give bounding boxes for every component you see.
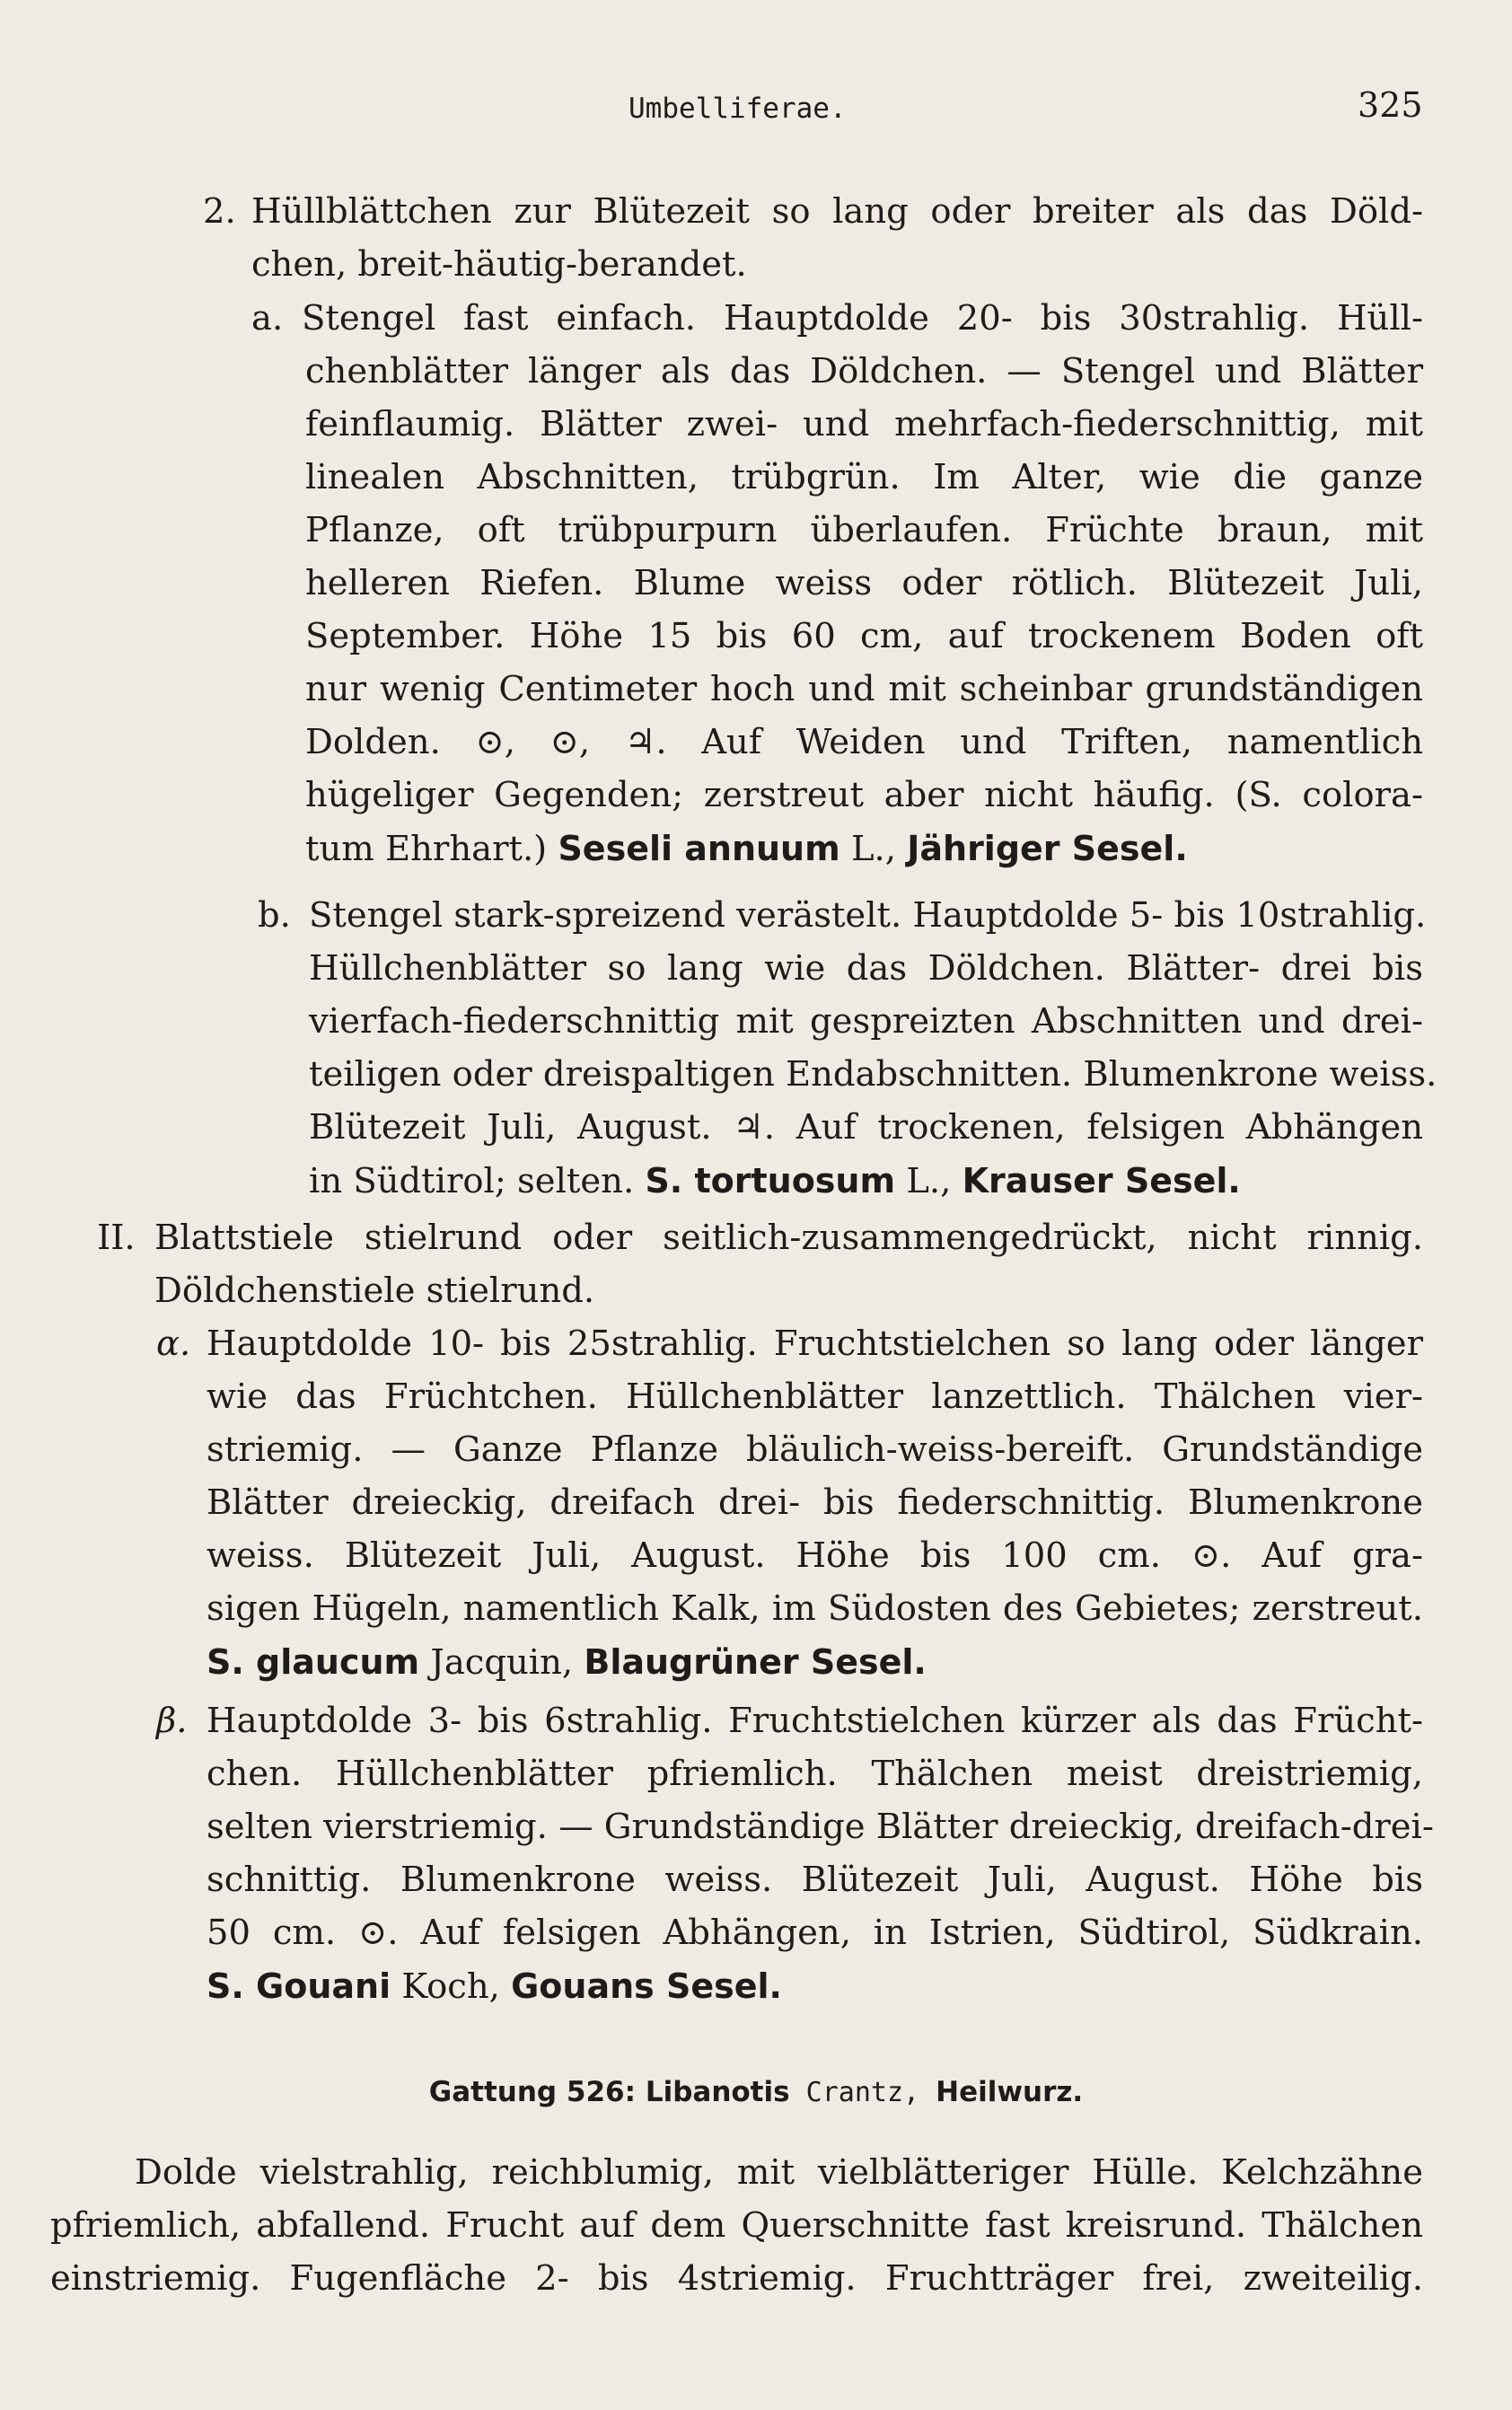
key-item-number: 2. xyxy=(203,191,236,232)
species-line xyxy=(305,827,1188,870)
key-text-line: Stengel stark-spreizend verästelt. Hauptdolde 5- bis 10strahlig. xyxy=(309,895,1427,936)
key-text-line: helleren Riefen. Blume weiss oder rötlich. Blütezeit Juli, xyxy=(305,563,1423,603)
key-text-line: Hüllblättchen zur Blütezeit so lang oder breiter als das Döld- xyxy=(251,191,1423,232)
key-text-line: hügeliger Gegenden; zerstreut aber nicht häufig. (S. colora- xyxy=(305,775,1423,815)
key-item-label: b. xyxy=(258,895,291,936)
key-text-line: weiss. Blütezeit Juli, August. Höhe bis 100 cm. ⊙. Auf gra- xyxy=(207,1535,1423,1576)
common-name: Gouans Sesel. xyxy=(511,1966,782,2006)
page-number: 325 xyxy=(1358,85,1423,125)
key-text-line: September. Höhe 15 bis 60 cm, auf trockenem Boden oft xyxy=(305,616,1423,656)
species-line xyxy=(309,1159,1241,1202)
key-text-line: schnittig. Blumenkrone weiss. Blütezeit Juli, August. Höhe bis xyxy=(207,1860,1423,1900)
key-text-line: Dolden. ⊙, ⊙, ♃. Auf Weiden und Triften, namentlich xyxy=(305,722,1423,762)
key-text-line: Hauptdolde 3- bis 6strahlig. Fruchtstielchen kürzer als das Frücht- xyxy=(207,1701,1423,1741)
key-text-line: Blattstiele stielrund oder seitlich-zusammengedrückt, nicht rinnig. xyxy=(154,1218,1423,1258)
species-line xyxy=(207,1965,782,2008)
genus-description-line: pfriemlich, abfallend. Frucht auf dem Querschnitte fast kreisrund. Thälchen xyxy=(50,2205,1423,2246)
genus-label: Gattung 526: xyxy=(428,2076,646,2108)
genus-author: Crantz, xyxy=(789,2077,936,2108)
key-item-number: II. xyxy=(97,1218,136,1258)
key-text-line: selten vierstriemig. — Grundständige Blätter dreieckig, dreifach-drei- xyxy=(207,1807,1434,1847)
species-line xyxy=(207,1640,927,1684)
species-name: S. glaucum xyxy=(207,1642,420,1682)
running-title: Umbelliferae. xyxy=(629,92,847,125)
species-author: L., xyxy=(895,1161,963,1201)
key-item-label: α. xyxy=(156,1324,191,1364)
key-text-line: sigen Hügeln, namentlich Kalk, im Südosten des Gebietes; zerstreut. xyxy=(207,1588,1423,1629)
key-text-line: Blätter dreieckig, dreifach drei- bis fiederschnittig. Blumenkrone xyxy=(207,1482,1423,1523)
key-text-line: nur wenig Centimeter hoch und mit scheinbar grundständigen xyxy=(305,669,1423,709)
key-text-line: Stengel fast einfach. Hauptdolde 20- bis 30strahlig. Hüll- xyxy=(302,298,1423,339)
key-text-line: feinflaumig. Blätter zwei- und mehrfach-fiederschnittig, mit xyxy=(305,404,1423,444)
species-author: Jacquin, xyxy=(419,1642,585,1683)
key-item-label: β. xyxy=(156,1701,188,1741)
genus-description-line: einstriemig. Fugenfläche 2- bis 4striemig. Fruchtträger frei, zweiteilig. xyxy=(50,2258,1423,2299)
species-name: S. Gouani xyxy=(207,1966,391,2006)
species-name: S. tortuosum xyxy=(645,1161,896,1201)
key-text-line: chen, breit-häutig-berandet. xyxy=(251,244,747,285)
key-text: in Südtirol; selten. xyxy=(309,1161,646,1201)
key-text-line: Pflanze, oft trübpurpurn überlaufen. Früchte braun, mit xyxy=(305,510,1423,550)
key-text-line: chenblätter länger als das Döldchen. — Stengel und Blätter xyxy=(305,351,1423,391)
key-item-label: a. xyxy=(251,298,284,339)
genus-description-line: Dolde vielstrahlig, reichblumig, mit vielblätteriger Hülle. Kelchzähne xyxy=(135,2152,1423,2193)
genus-heading xyxy=(0,2076,1512,2108)
species-name: Seseli annuum xyxy=(558,829,840,868)
species-author: L., xyxy=(840,829,908,869)
key-text-line: 50 cm. ⊙. Auf felsigen Abhängen, in Istrien, Südtirol, Südkrain. xyxy=(207,1913,1423,1953)
page-header xyxy=(0,85,1512,130)
key-text-line: chen. Hüllchenblätter pfriemlich. Thälchen meist dreistriemig, xyxy=(207,1754,1423,1794)
common-name: Jähriger Sesel. xyxy=(907,829,1188,868)
common-name: Krauser Sesel. xyxy=(962,1161,1241,1201)
key-text: tum Ehrhart.) xyxy=(305,829,558,869)
key-text-line: wie das Früchtchen. Hüllchenblätter lanzettlich. Thälchen vier- xyxy=(207,1377,1423,1417)
genus-common-name: Heilwurz. xyxy=(936,2076,1084,2108)
key-text-line: vierfach-fiederschnittig mit gespreizten Abschnitten und drei- xyxy=(309,1001,1423,1042)
species-author: Koch, xyxy=(391,1966,512,2007)
genus-name: Libanotis xyxy=(645,2076,790,2108)
key-text-line: Döldchenstiele stielrund. xyxy=(154,1271,595,1311)
key-text-line: linealen Abschnitten, trübgrün. Im Alter, wie die ganze xyxy=(305,457,1423,497)
key-text-line: Hauptdolde 10- bis 25strahlig. Fruchtstielchen so lang oder länger xyxy=(207,1324,1423,1364)
key-text-line: Hüllchenblätter so lang wie das Döldchen. Blätter- drei bis xyxy=(309,948,1423,989)
common-name: Blaugrüner Sesel. xyxy=(584,1642,927,1682)
key-text-line: striemig. — Ganze Pflanze bläulich-weiss-bereift. Grundständige xyxy=(207,1429,1423,1470)
key-text-line: Blütezeit Juli, August. ♃. Auf trockenen, felsigen Abhängen xyxy=(309,1107,1423,1148)
key-text-line: teiligen oder dreispaltigen Endabschnitten. Blumenkrone weiss. xyxy=(309,1054,1437,1095)
